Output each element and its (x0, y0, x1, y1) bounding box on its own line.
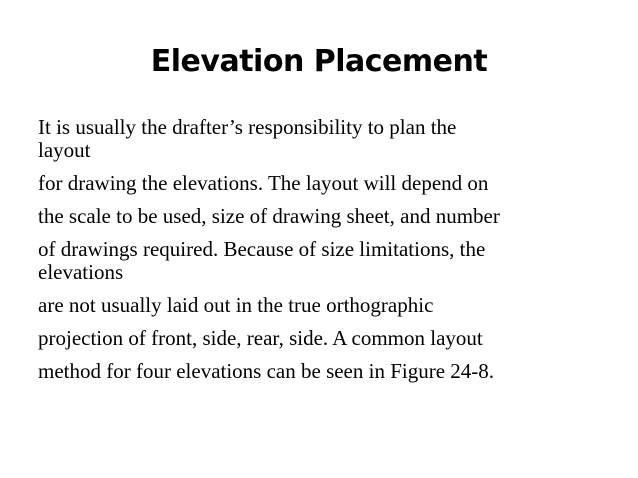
body-line-9: method for four elevations can be seen in Figure 24-8. (38, 359, 495, 383)
body-line-4: the scale to be used, size of drawing sheet, and number (38, 204, 500, 228)
body-line-1: It is usually the drafter’s responsibility to plan the (38, 115, 457, 139)
body-line-6: elevations (38, 260, 124, 284)
slide-body (38, 116, 618, 383)
body-line-5: of drawings required. Because of size limitations, the (38, 237, 486, 261)
body-line-7: are not usually laid out in the true orthographic (38, 293, 434, 317)
body-line-8: projection of front, side, rear, side. A common layout (38, 326, 483, 350)
slide-title: Elevation Placement (150, 44, 488, 79)
body-line-3: for drawing the elevations. The layout will depend on (38, 171, 489, 195)
body-line-2: layout (38, 138, 91, 162)
